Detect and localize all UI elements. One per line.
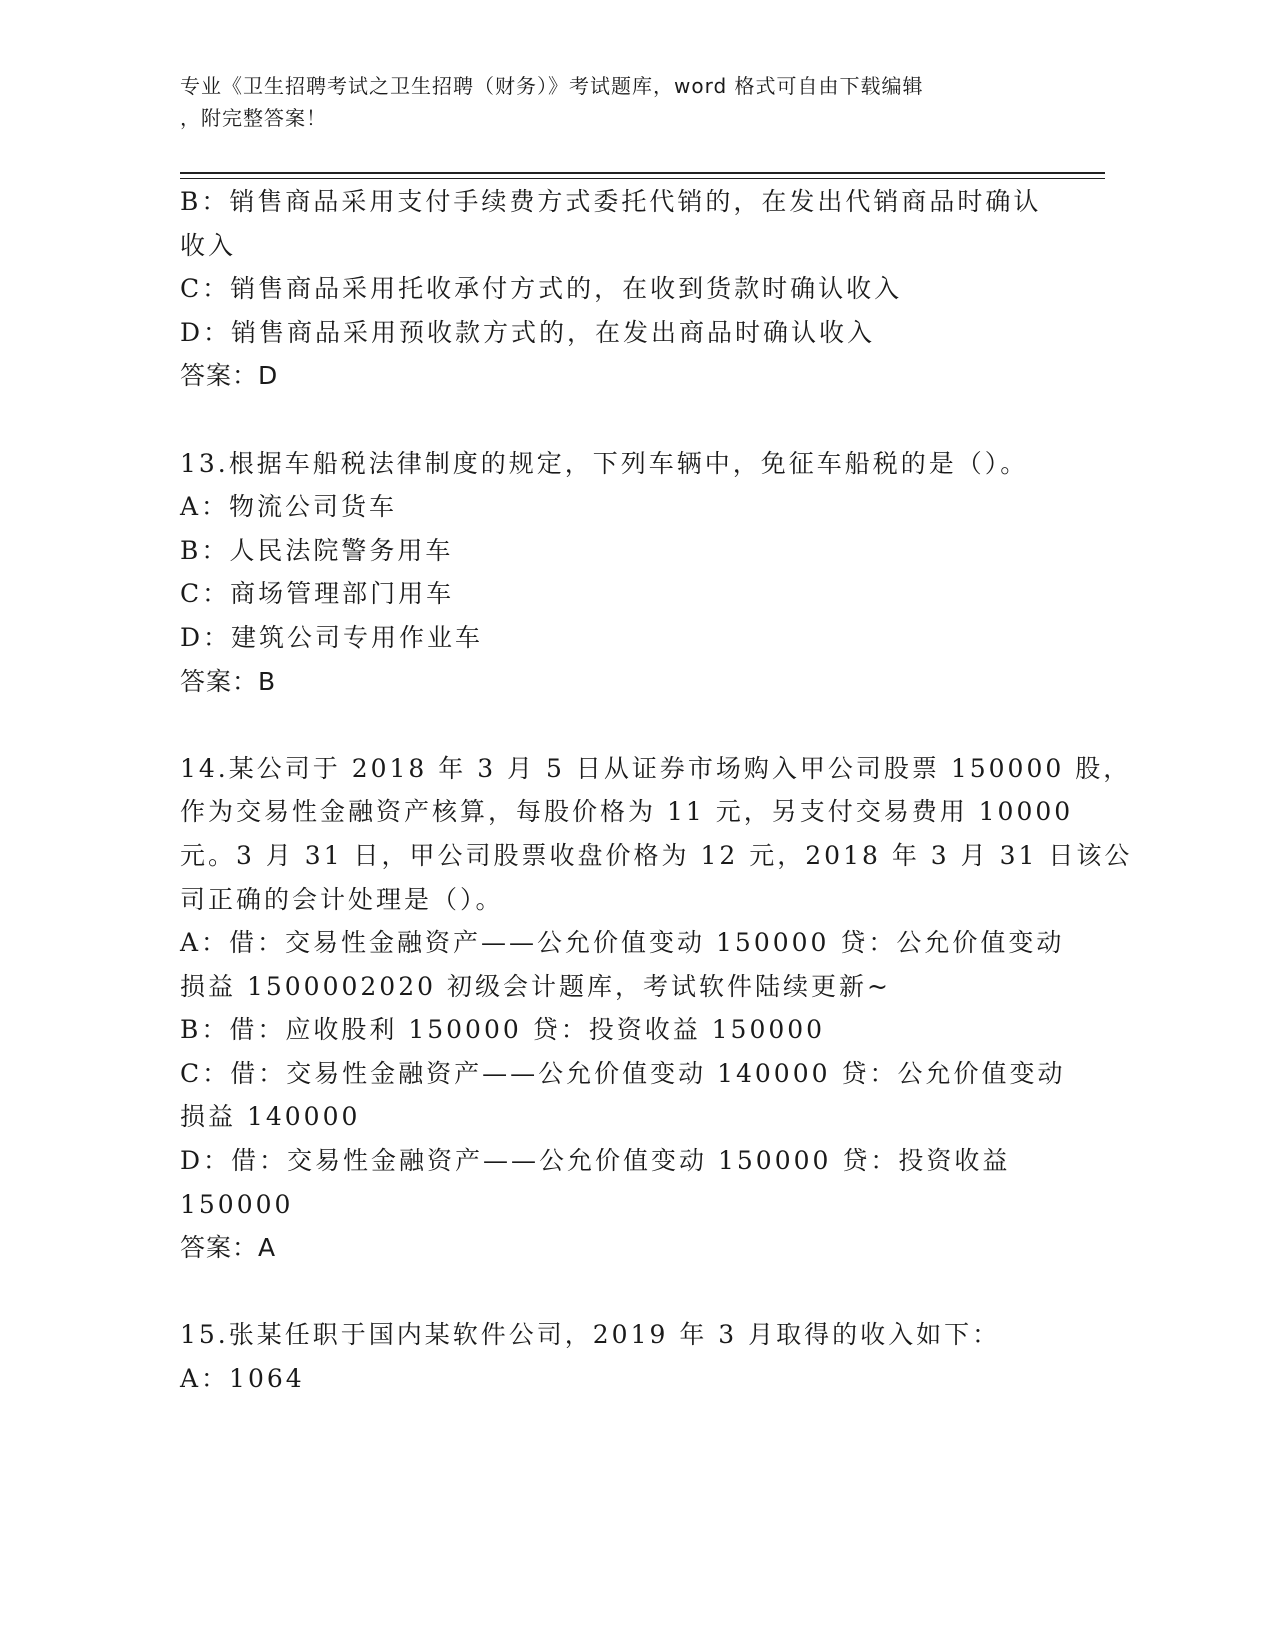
header-divider-thin	[180, 178, 1105, 179]
option-c: C：商场管理部门用车	[180, 579, 455, 609]
option-d: D：建筑公司专用作业车	[180, 622, 484, 652]
answer-line: 答案：D	[180, 361, 279, 391]
option-a: A：物流公司货车	[180, 492, 398, 522]
option-d: D：销售商品采用预收款方式的，在发出商品时确认收入	[180, 317, 876, 347]
header-divider	[180, 172, 1105, 174]
question-stem: 13.根据车船税法律制度的规定，下列车辆中，免征车船税的是（）。	[180, 448, 1029, 478]
option-d-line-1: D：借：交易性金融资产——公允价值变动 150000 贷：投资收益	[180, 1146, 1011, 1176]
question-stem: 15.张某任职于国内某软件公司，2019 年 3 月取得的收入如下：	[180, 1320, 1001, 1350]
answer-line: 答案：B	[180, 666, 277, 696]
question-content	[180, 180, 1133, 1401]
question-15	[180, 1313, 1040, 1400]
question-14	[180, 747, 1133, 1270]
spacer	[180, 398, 1040, 442]
option-c: C：销售商品采用托收承付方式的，在收到货款时确认收入	[180, 274, 903, 304]
question-stem-line-1: 14.某公司于 2018 年 3 月 5 日从证券市场购入甲公司股票 150000 股，	[180, 753, 1132, 783]
question-stem-line-3: 元。3 月 31 日，甲公司股票收盘价格为 12 元，2018 年 3 月 31 日该公	[180, 840, 1133, 870]
spacer	[180, 1270, 1040, 1314]
question-stem-line-2: 作为交易性金融资产核算，每股价格为 11 元，另支付交易费用 10000	[180, 797, 1074, 827]
question-12-tail	[180, 180, 1040, 398]
option-a: A：1064	[180, 1364, 305, 1394]
option-c-line-2: 损益 140000	[180, 1102, 361, 1132]
document-header	[180, 70, 1040, 134]
question-stem-line-4: 司正确的会计处理是（）。	[180, 884, 504, 914]
option-b-line-1: B：销售商品采用支付手续费方式委托代销的，在发出代销商品时确认	[180, 187, 1042, 216]
option-b: B：借：应收股利 150000 贷：投资收益 150000	[180, 1015, 826, 1045]
spacer	[180, 703, 1040, 747]
option-c-line-1: C：借：交易性金融资产——公允价值变动 140000 贷：公允价值变动	[180, 1058, 1066, 1088]
question-13	[180, 442, 1040, 704]
option-b: B：人民法院警务用车	[180, 535, 454, 565]
option-d-line-2: 150000	[180, 1189, 294, 1219]
header-text-line-1: 专业《卫生招聘考试之卫生招聘（财务）》考试题库，word 格式可自由下载编辑	[180, 74, 924, 98]
option-a-line-1: A：借：交易性金融资产——公允价值变动 150000 贷：公允价值变动	[180, 928, 1065, 958]
option-b-line-2: 收入	[180, 230, 237, 260]
answer-line: 答案：A	[180, 1233, 277, 1263]
option-a-line-2: 损益 1500002020 初级会计题库，考试软件陆续更新~	[180, 971, 891, 1001]
header-text-line-2: ，附完整答案！	[180, 106, 327, 130]
